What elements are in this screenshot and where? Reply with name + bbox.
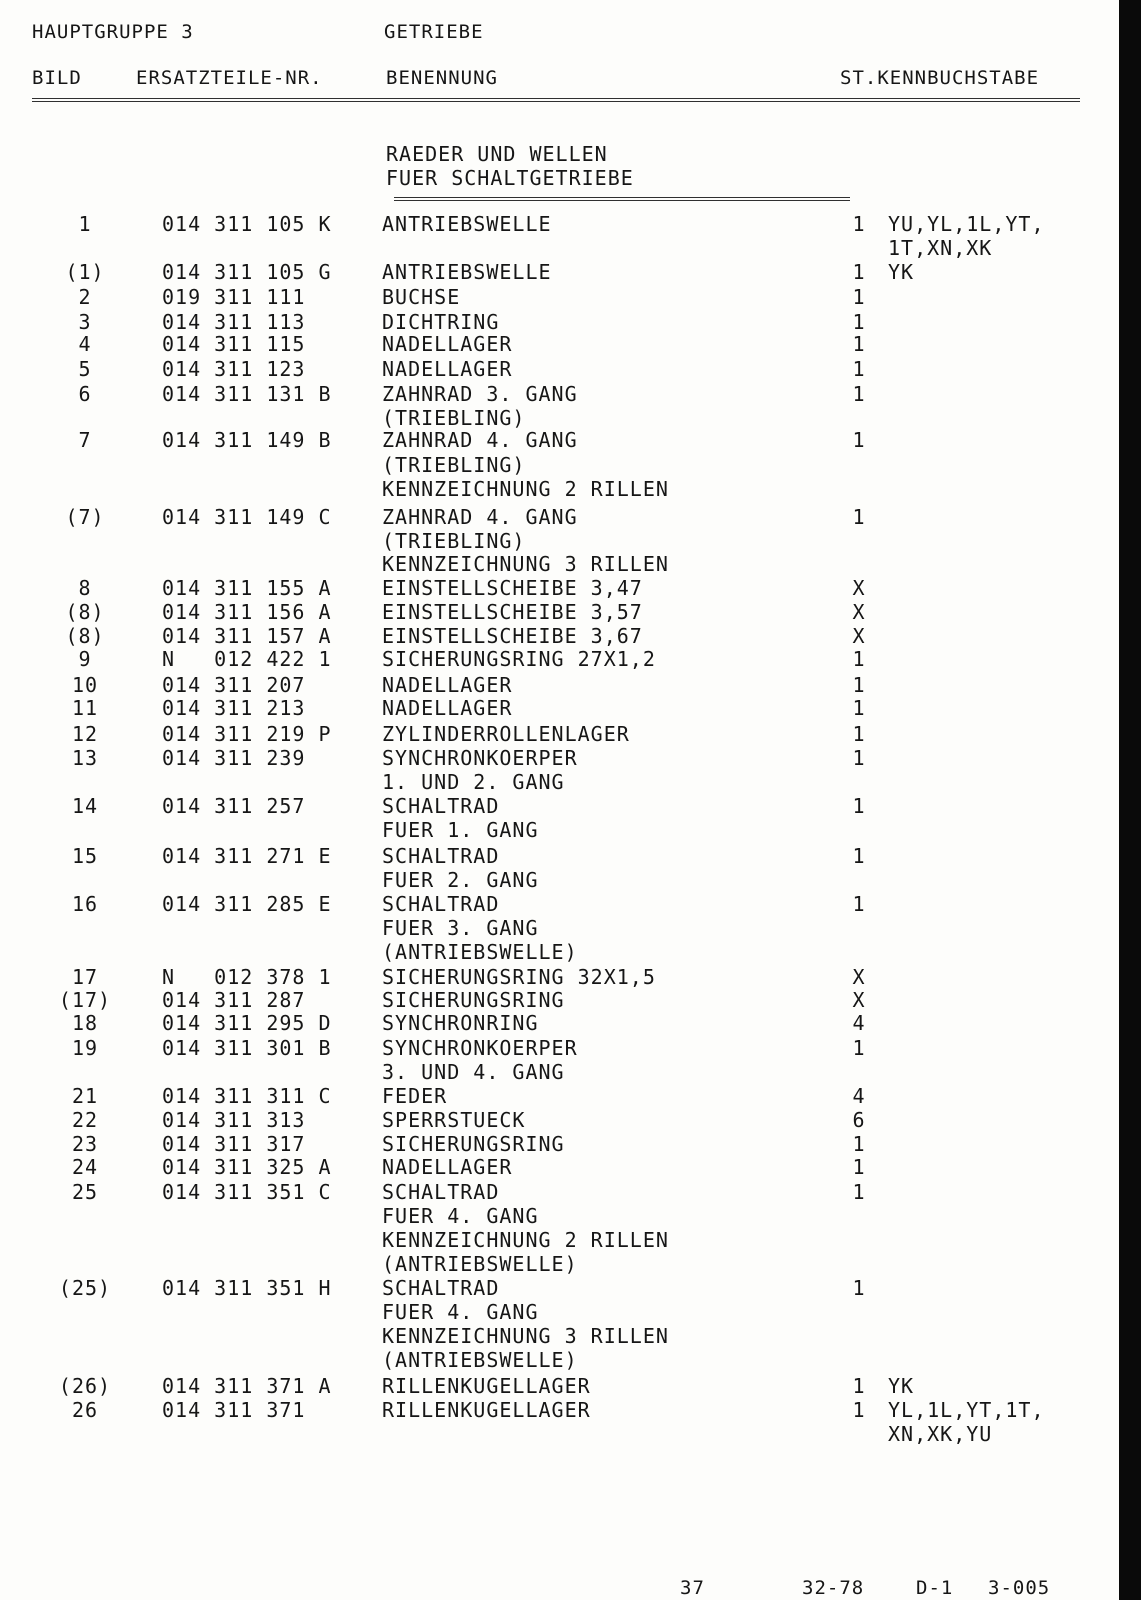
row-code: YU,YL,1L,YT, (888, 212, 1045, 236)
row-bild: 10 (71, 673, 99, 697)
row-code: 1T,XN,XK (888, 236, 993, 260)
row-part-number: 014 311 113 (162, 310, 306, 334)
row-part-number: 014 311 317 (162, 1132, 306, 1156)
row-name: SCHALTRAD (382, 844, 500, 868)
column-header-qty-code: ST.KENNBUCHSTABE (840, 67, 1040, 89)
row-part-number: 014 311 371 (162, 1398, 306, 1422)
row-bild: (17) (58, 988, 112, 1012)
row-part-number: 014 311 149 C (162, 505, 332, 529)
row-bild: 9 (78, 647, 92, 671)
row-bild: 8 (78, 576, 92, 600)
row-part-number: 014 311 207 (162, 673, 306, 697)
row-name: SICHERUNGSRING 32X1,5 (382, 965, 656, 989)
row-name: DICHTRING (382, 310, 500, 334)
row-name: NADELLAGER (382, 673, 513, 697)
row-bild: (8) (65, 600, 105, 624)
row-name: FUER 4. GANG (382, 1300, 539, 1324)
section-title-line2: FUER SCHALTGETRIEBE (386, 166, 634, 190)
row-bild: 26 (71, 1398, 99, 1422)
row-name: (ANTRIEBSWELLE) (382, 1252, 578, 1276)
row-name: ZAHNRAD 4. GANG (382, 505, 578, 529)
row-name: BUCHSE (382, 285, 461, 309)
row-quantity: 1 (852, 1276, 866, 1300)
group-heading: HAUPTGRUPPE 3 (32, 21, 194, 43)
row-quantity: 4 (852, 1084, 866, 1108)
row-name: ANTRIEBSWELLE (382, 260, 552, 284)
row-part-number: 014 311 271 E (162, 844, 332, 868)
row-quantity: 4 (852, 1011, 866, 1035)
row-quantity: 1 (852, 285, 866, 309)
row-bild: 15 (71, 844, 99, 868)
row-name: (ANTRIEBSWELLE) (382, 940, 578, 964)
row-bild: 12 (71, 722, 99, 746)
row-part-number: 014 311 285 E (162, 892, 332, 916)
row-bild: 23 (71, 1132, 99, 1156)
row-bild: (1) (65, 260, 105, 284)
row-name: ZAHNRAD 3. GANG (382, 382, 578, 406)
row-name: (TRIEBLING) (382, 453, 526, 477)
row-name: NADELLAGER (382, 332, 513, 356)
row-quantity: 1 (852, 260, 866, 284)
row-name: SYNCHRONKOERPER (382, 746, 578, 770)
row-part-number: 019 311 111 (162, 285, 306, 309)
row-quantity: 1 (852, 1180, 866, 1204)
row-part-number: 014 311 149 B (162, 428, 332, 452)
column-header-bild: BILD (32, 67, 82, 89)
row-part-number: 014 311 325 A (162, 1155, 332, 1179)
row-bild: 5 (78, 357, 92, 381)
row-bild: 7 (78, 428, 92, 452)
column-header-name: BENENNUNG (386, 67, 498, 89)
row-name: EINSTELLSCHEIBE 3,57 (382, 600, 643, 624)
row-name: SYNCHRONKOERPER (382, 1036, 578, 1060)
row-part-number: 014 311 213 (162, 696, 306, 720)
row-bild: 6 (78, 382, 92, 406)
row-name: SICHERUNGSRING (382, 988, 565, 1012)
row-bild: 24 (71, 1155, 99, 1179)
row-name: NADELLAGER (382, 357, 513, 381)
row-name: (TRIEBLING) (382, 406, 526, 430)
row-part-number: 014 311 301 B (162, 1036, 332, 1060)
row-code: YK (888, 1374, 915, 1398)
row-bild: 13 (71, 746, 99, 770)
row-bild: 4 (78, 332, 92, 356)
row-quantity: 1 (852, 1036, 866, 1060)
row-bild: 25 (71, 1180, 99, 1204)
row-code: YK (888, 260, 915, 284)
row-quantity: 1 (852, 428, 866, 452)
row-name: SPERRSTUECK (382, 1108, 526, 1132)
row-quantity: 1 (852, 1398, 866, 1422)
row-part-number: 014 311 311 C (162, 1084, 332, 1108)
row-bild: 16 (71, 892, 99, 916)
row-bild: (26) (58, 1374, 112, 1398)
row-name: 3. UND 4. GANG (382, 1060, 565, 1084)
row-part-number: 014 311 351 C (162, 1180, 332, 1204)
footer-reference: 3-005 (988, 1577, 1051, 1599)
row-name: ZYLINDERROLLENLAGER (382, 722, 630, 746)
row-quantity: 1 (852, 746, 866, 770)
row-quantity: X (852, 988, 866, 1012)
row-quantity: 1 (852, 212, 866, 236)
row-name: SCHALTRAD (382, 1276, 500, 1300)
row-bild: 2 (78, 285, 92, 309)
row-name: KENNZEICHNUNG 2 RILLEN (382, 477, 669, 501)
row-name: EINSTELLSCHEIBE 3,67 (382, 624, 643, 648)
row-bild: 21 (71, 1084, 99, 1108)
row-bild: 18 (71, 1011, 99, 1035)
scan-edge-shadow (1119, 0, 1141, 1600)
row-part-number: 014 311 105 K (162, 212, 332, 236)
row-quantity: 1 (852, 382, 866, 406)
row-code: YL,1L,YT,1T, (888, 1398, 1045, 1422)
row-bild: (7) (65, 505, 105, 529)
row-bild: 22 (71, 1108, 99, 1132)
row-quantity: 1 (852, 892, 866, 916)
row-name: 1. UND 2. GANG (382, 770, 565, 794)
row-name: KENNZEICHNUNG 3 RILLEN (382, 1324, 669, 1348)
row-bild: 17 (71, 965, 99, 989)
row-bild: 1 (78, 212, 92, 236)
row-name: NADELLAGER (382, 1155, 513, 1179)
row-name: RILLENKUGELLAGER (382, 1374, 591, 1398)
row-quantity: 1 (852, 844, 866, 868)
row-name: FUER 3. GANG (382, 916, 539, 940)
row-name: NADELLAGER (382, 696, 513, 720)
row-quantity: 1 (852, 357, 866, 381)
row-bild: 14 (71, 794, 99, 818)
row-name: FUER 4. GANG (382, 1204, 539, 1228)
row-part-number: 014 311 257 (162, 794, 306, 818)
row-name: SICHERUNGSRING 27X1,2 (382, 647, 656, 671)
row-part-number: N 012 422 1 (162, 647, 332, 671)
row-part-number: 014 311 156 A (162, 600, 332, 624)
row-part-number: 014 311 131 B (162, 382, 332, 406)
row-bild: (8) (65, 624, 105, 648)
row-name: KENNZEICHNUNG 2 RILLEN (382, 1228, 669, 1252)
row-quantity: 1 (852, 647, 866, 671)
row-name: FEDER (382, 1084, 448, 1108)
row-quantity: X (852, 600, 866, 624)
row-name: SCHALTRAD (382, 794, 500, 818)
row-part-number: 014 311 313 (162, 1108, 306, 1132)
footer-date: 32-78 (802, 1577, 865, 1599)
page-title: GETRIEBE (384, 21, 484, 43)
row-quantity: 1 (852, 722, 866, 746)
row-name: SCHALTRAD (382, 892, 500, 916)
row-quantity: 1 (852, 696, 866, 720)
row-name: RILLENKUGELLAGER (382, 1398, 591, 1422)
row-name: (ANTRIEBSWELLE) (382, 1348, 578, 1372)
row-name: KENNZEICHNUNG 3 RILLEN (382, 552, 669, 576)
footer-language: D-1 (916, 1577, 954, 1599)
row-quantity: 1 (852, 673, 866, 697)
row-name: FUER 1. GANG (382, 818, 539, 842)
row-bild: 3 (78, 310, 92, 334)
row-quantity: 1 (852, 1155, 866, 1179)
row-quantity: 1 (852, 505, 866, 529)
row-part-number: 014 311 105 G (162, 260, 332, 284)
row-name: SYNCHRONRING (382, 1011, 539, 1035)
row-part-number: 014 311 295 D (162, 1011, 332, 1035)
row-bild: (25) (58, 1276, 112, 1300)
section-title-line1: RAEDER UND WELLEN (386, 142, 608, 166)
row-part-number: 014 311 371 A (162, 1374, 332, 1398)
row-name: (TRIEBLING) (382, 529, 526, 553)
row-part-number: 014 311 287 (162, 988, 306, 1012)
row-name: FUER 2. GANG (382, 868, 539, 892)
footer-page-number: 37 (680, 1577, 705, 1599)
row-quantity: 1 (852, 332, 866, 356)
row-part-number: 014 311 219 P (162, 722, 332, 746)
row-part-number: 014 311 155 A (162, 576, 332, 600)
row-name: EINSTELLSCHEIBE 3,47 (382, 576, 643, 600)
row-name: SCHALTRAD (382, 1180, 500, 1204)
row-part-number: 014 311 239 (162, 746, 306, 770)
row-quantity: X (852, 624, 866, 648)
row-quantity: X (852, 965, 866, 989)
row-bild: 11 (71, 696, 99, 720)
row-name: SICHERUNGSRING (382, 1132, 565, 1156)
row-quantity: 1 (852, 1132, 866, 1156)
row-quantity: 1 (852, 310, 866, 334)
row-part-number: 014 311 351 H (162, 1276, 332, 1300)
column-header-part-number: ERSATZTEILE-NR. (136, 67, 323, 89)
row-part-number: N 012 378 1 (162, 965, 332, 989)
row-quantity: 1 (852, 794, 866, 818)
row-name: ZAHNRAD 4. GANG (382, 428, 578, 452)
row-name: ANTRIEBSWELLE (382, 212, 552, 236)
row-bild: 19 (71, 1036, 99, 1060)
row-quantity: 6 (852, 1108, 866, 1132)
row-part-number: 014 311 157 A (162, 624, 332, 648)
row-quantity: 1 (852, 1374, 866, 1398)
row-code: XN,XK,YU (888, 1422, 993, 1446)
row-quantity: X (852, 576, 866, 600)
row-part-number: 014 311 123 (162, 357, 306, 381)
row-part-number: 014 311 115 (162, 332, 306, 356)
